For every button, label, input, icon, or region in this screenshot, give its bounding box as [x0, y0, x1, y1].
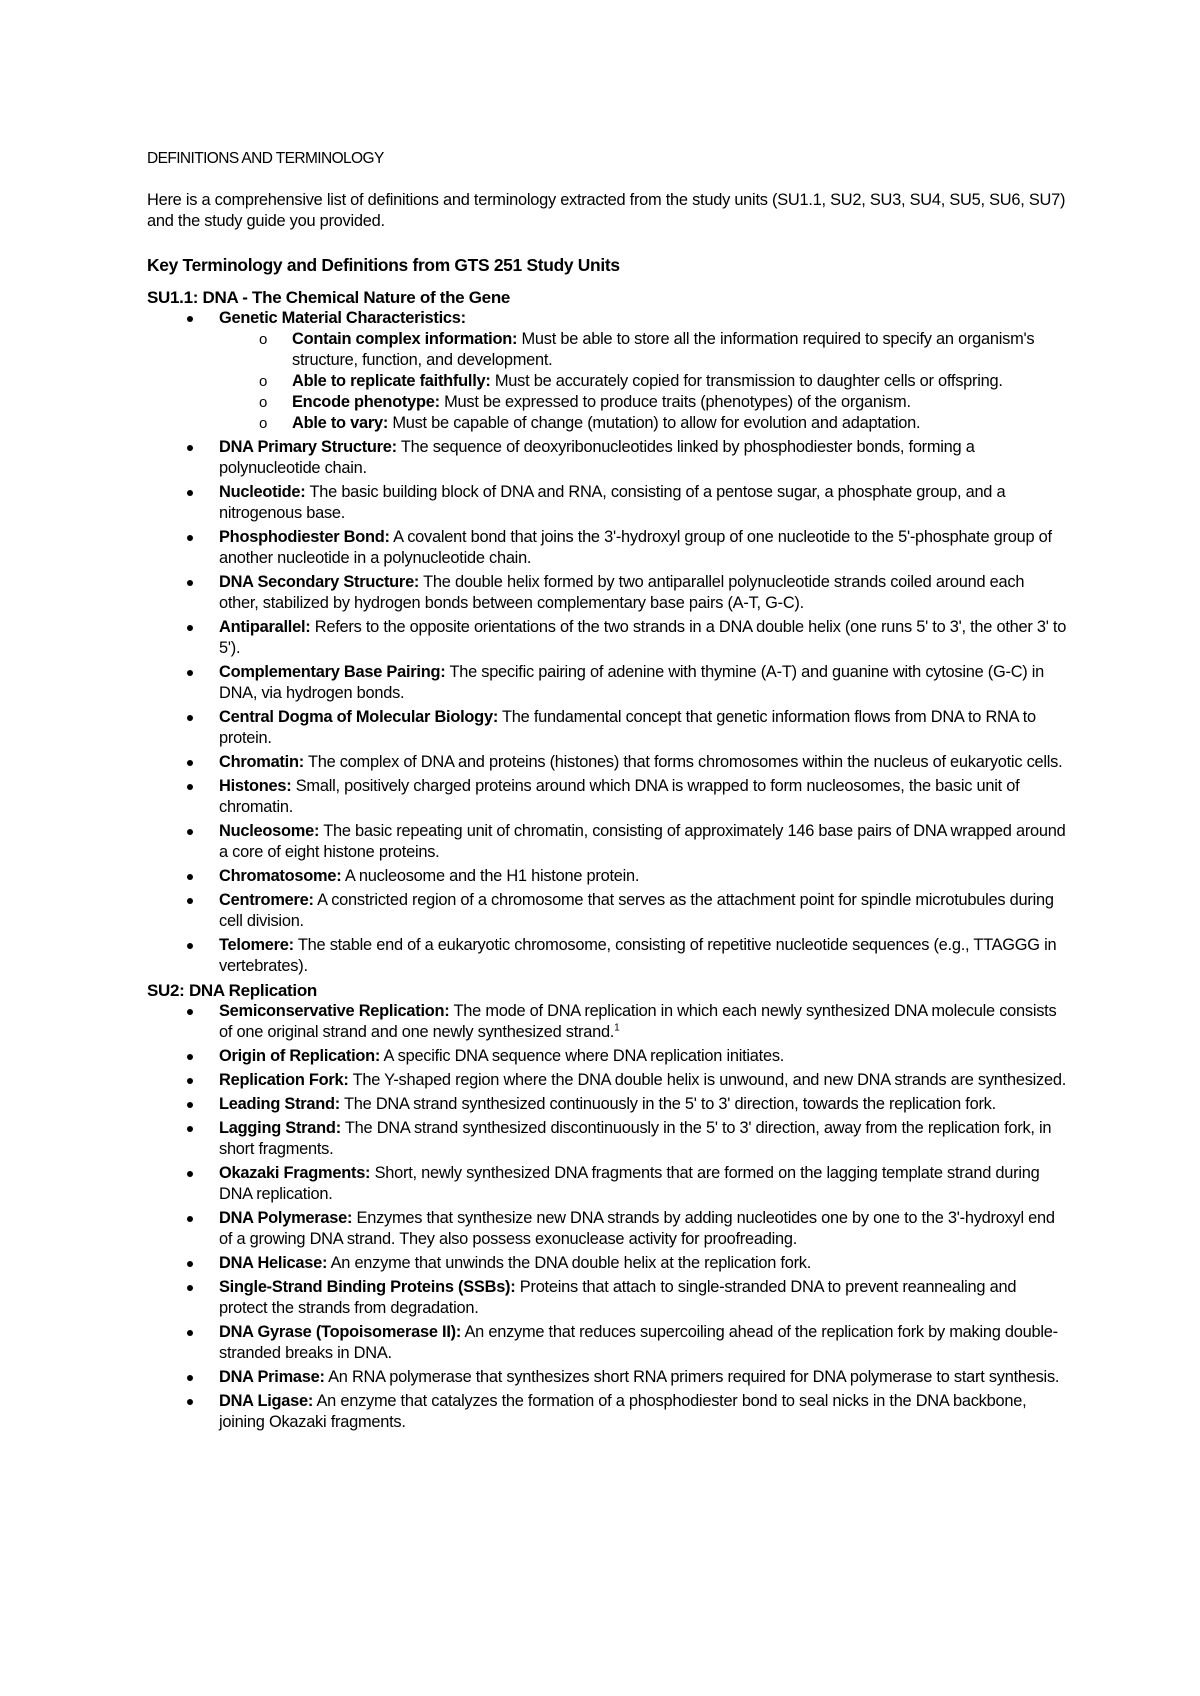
term-label: Lagging Strand:: [219, 1119, 341, 1137]
definition-text: The double helix formed by two antiparallel polynucleotide strands coiled around each other, stabilized by hydrogen bonds between complementary base pairs (A-T, G-C).: [219, 573, 1025, 612]
definition-text: The basic repeating unit of chromatin, consisting of approximately 146 base pairs of DNA wrapped around a core of eight histone proteins.: [219, 822, 1066, 861]
definition-text: A constricted region of a chromosome that serves as the attachment point for spindle microtubules during cell division.: [219, 891, 1054, 930]
document-title: DEFINITIONS AND TERMINOLOGY: [147, 150, 384, 167]
bullet-icon: [187, 1375, 193, 1381]
bullet-icon: [187, 874, 193, 880]
list-item: [147, 308, 1067, 434]
list-item: [147, 935, 1067, 977]
section-heading: SU1.1: DNA - The Chemical Nature of the Gene: [147, 288, 511, 307]
term-label: Encode phenotype:: [292, 393, 440, 411]
list-item: [147, 1277, 1067, 1319]
definition-text: Must be capable of change (mutation) to allow for evolution and adaptation.: [392, 414, 921, 432]
term-label: Leading Strand:: [219, 1095, 341, 1113]
term-label: DNA Primase:: [219, 1368, 325, 1386]
definition-text: Must be accurately copied for transmission to daughter cells or offspring.: [494, 372, 1003, 390]
bullet-icon: [187, 943, 193, 949]
term-label: Chromatosome:: [219, 867, 342, 885]
list-item: [147, 1046, 1067, 1067]
section-heading: SU2: DNA Replication: [147, 981, 318, 1000]
bullet-icon: [187, 445, 193, 451]
definition-text: The stable end of a eukaryotic chromosome, consisting of repetitive nucleotide sequences (e.g., TTAGGG in vertebrates).: [219, 936, 1057, 975]
bullet-icon: [187, 490, 193, 496]
circle-bullet-icon: o: [259, 331, 268, 348]
bullet-icon: [187, 316, 193, 322]
definition-text: The basic building block of DNA and RNA, consisting of a pentose sugar, a phosphate group, and a nitrogenous base.: [219, 483, 1006, 522]
definition-text: Refers to the opposite orientations of the two strands in a DNA double helix (one runs 5' to 3', the other 3' to 5').: [219, 618, 1067, 657]
bullet-icon: [187, 715, 193, 721]
definition-text: The fundamental concept that genetic information flows from DNA to RNA to protein.: [219, 708, 1036, 747]
term-label: Antiparallel:: [219, 618, 311, 636]
list-item: [147, 662, 1067, 704]
term-label: DNA Gyrase (Topoisomerase II):: [219, 1323, 462, 1341]
definition-text: Must be able to store all the information required to specify an organism's structure, function, and development.: [292, 330, 1035, 369]
bullet-icon: [187, 535, 193, 541]
bullet-icon: [187, 1330, 193, 1336]
section-1: [147, 287, 1067, 977]
definition-text: A nucleosome and the H1 histone protein.: [344, 867, 640, 885]
section-2: [147, 980, 1067, 1433]
term-label: Centromere:: [219, 891, 314, 909]
term-label: Able to replicate faithfully:: [292, 372, 491, 390]
term-label: DNA Secondary Structure:: [219, 573, 420, 591]
term-list: [147, 308, 1067, 977]
document-content: [147, 148, 1067, 1436]
bullet-icon: [187, 625, 193, 631]
definition-text: An enzyme that unwinds the DNA double helix at the replication fork.: [330, 1254, 812, 1272]
bullet-icon: [187, 1216, 193, 1222]
bullet-icon: [187, 1054, 193, 1060]
term-label: Telomere:: [219, 936, 294, 954]
bullet-icon: [187, 1285, 193, 1291]
list-item: [147, 776, 1067, 818]
term-label: DNA Polymerase:: [219, 1209, 353, 1227]
sub-list-item: [219, 329, 1067, 371]
definition-text: Must be expressed to produce traits (phenotypes) of the organism.: [444, 393, 911, 411]
intro-paragraph: Here is a comprehensive list of definitions and terminology extracted from the study units (SU1.1, SU2, SU3, SU4, SU5, SU6, SU7) and the study guide you provided.: [147, 191, 1066, 230]
circle-bullet-icon: o: [259, 373, 268, 390]
main-heading: Key Terminology and Definitions from GTS 251 Study Units: [147, 255, 620, 275]
footnote-marker: 1: [614, 1022, 620, 1034]
list-item: [147, 821, 1067, 863]
bullet-icon: [187, 898, 193, 904]
list-item: [147, 707, 1067, 749]
list-item: [147, 527, 1067, 569]
definition-text: Proteins that attach to single-stranded DNA to prevent reannealing and protect the strands from degradation.: [219, 1278, 1017, 1317]
sections-container: [147, 287, 1067, 1433]
sub-list-item: [219, 371, 1067, 392]
definition-text: Short, newly synthesized DNA fragments that are formed on the lagging template strand during DNA replication.: [219, 1164, 1040, 1203]
term-label: DNA Primary Structure:: [219, 438, 397, 456]
sub-list-item: [219, 413, 1067, 434]
term-label: Phosphodiester Bond:: [219, 528, 390, 546]
list-item: [147, 1118, 1067, 1160]
circle-bullet-icon: o: [259, 394, 268, 411]
definition-text: The DNA strand synthesized discontinuously in the 5' to 3' direction, away from the replication fork, in short fragments.: [219, 1119, 1052, 1158]
definition-text: The sequence of deoxyribonucleotides linked by phosphodiester bonds, forming a polynucleotide chain.: [219, 438, 975, 477]
list-item: [147, 1094, 1067, 1115]
bullet-icon: [187, 1261, 193, 1267]
term-label: Origin of Replication:: [219, 1047, 381, 1065]
list-item: [147, 890, 1067, 932]
list-item: [147, 1253, 1067, 1274]
bullet-icon: [187, 784, 193, 790]
term-label: Chromatin:: [219, 753, 304, 771]
list-item: [147, 1391, 1067, 1433]
sub-list: [219, 329, 1067, 434]
definition-text: The DNA strand synthesized continuously in the 5' to 3' direction, towards the replication fork.: [344, 1095, 996, 1113]
list-item: [147, 437, 1067, 479]
definition-text: Enzymes that synthesize new DNA strands by adding nucleotides one by one to the 3'-hydroxyl end of a growing DNA strand. They also possess exonuclease activity for proofreading.: [219, 1209, 1055, 1248]
list-item: [147, 866, 1067, 887]
list-item: [147, 1322, 1067, 1364]
term-label: DNA Helicase:: [219, 1254, 328, 1272]
bullet-icon: [187, 1399, 193, 1405]
definition-text: An RNA polymerase that synthesizes short RNA primers required for DNA polymerase to start synthesis.: [328, 1368, 1060, 1386]
list-item: [147, 1070, 1067, 1091]
bullet-icon: [187, 1009, 193, 1015]
bullet-icon: [187, 829, 193, 835]
term-label: Central Dogma of Molecular Biology:: [219, 708, 499, 726]
list-item: [147, 1367, 1067, 1388]
list-item: [147, 572, 1067, 614]
bullet-icon: [187, 1171, 193, 1177]
definition-text: An enzyme that catalyzes the formation of a phosphodiester bond to seal nicks in the DNA backbone, joining Okazaki fragments.: [219, 1392, 1027, 1431]
definition-text: A covalent bond that joins the 3'-hydroxyl group of one nucleotide to the 5'-phosphate group of another nucleotide in a polynucleotide chain.: [219, 528, 1052, 567]
list-item: [147, 482, 1067, 524]
list-item: [147, 1001, 1067, 1043]
term-label: Contain complex information:: [292, 330, 518, 348]
term-label: Able to vary:: [292, 414, 389, 432]
list-item: [147, 752, 1067, 773]
definition-text: A specific DNA sequence where DNA replication initiates.: [383, 1047, 785, 1065]
sub-list-item: [219, 392, 1067, 413]
term-label: Nucleosome:: [219, 822, 320, 840]
definition-text: The complex of DNA and proteins (histones) that forms chromosomes within the nucleus of eukaryotic cells.: [307, 753, 1063, 771]
term-list: [147, 1001, 1067, 1433]
definition-text: Small, positively charged proteins around which DNA is wrapped to form nucleosomes, the basic unit of chromatin.: [219, 777, 1020, 816]
circle-bullet-icon: o: [259, 415, 268, 432]
bullet-icon: [187, 1126, 193, 1132]
bullet-icon: [187, 1102, 193, 1108]
bullet-icon: [187, 760, 193, 766]
term-label: Complementary Base Pairing:: [219, 663, 446, 681]
list-item: [147, 1208, 1067, 1250]
bullet-icon: [187, 580, 193, 586]
bullet-icon: [187, 670, 193, 676]
definition-text: The specific pairing of adenine with thymine (A-T) and guanine with cytosine (G-C) in DNA, via hydrogen bonds.: [219, 663, 1045, 702]
term-label: Histones:: [219, 777, 292, 795]
term-label: Replication Fork:: [219, 1071, 349, 1089]
bullet-icon: [187, 1078, 193, 1084]
definition-text: The Y-shaped region where the DNA double helix is unwound, and new DNA strands are synthesized.: [352, 1071, 1067, 1089]
term-label: DNA Ligase:: [219, 1392, 314, 1410]
term-label: Nucleotide:: [219, 483, 306, 501]
list-item: [147, 617, 1067, 659]
definition-text: An enzyme that reduces supercoiling ahead of the replication fork by making double-stranded breaks in DNA.: [219, 1323, 1058, 1362]
term-label: Semiconservative Replication:: [219, 1002, 450, 1020]
list-item: [147, 1163, 1067, 1205]
definition-text: The mode of DNA replication in which each newly synthesized DNA molecule consists of one original strand and one newly synthesized strand.: [219, 1002, 1057, 1041]
term-label: Single-Strand Binding Proteins (SSBs):: [219, 1278, 516, 1296]
term-label: Genetic Material Characteristics:: [219, 309, 466, 327]
term-label: Okazaki Fragments:: [219, 1164, 371, 1182]
